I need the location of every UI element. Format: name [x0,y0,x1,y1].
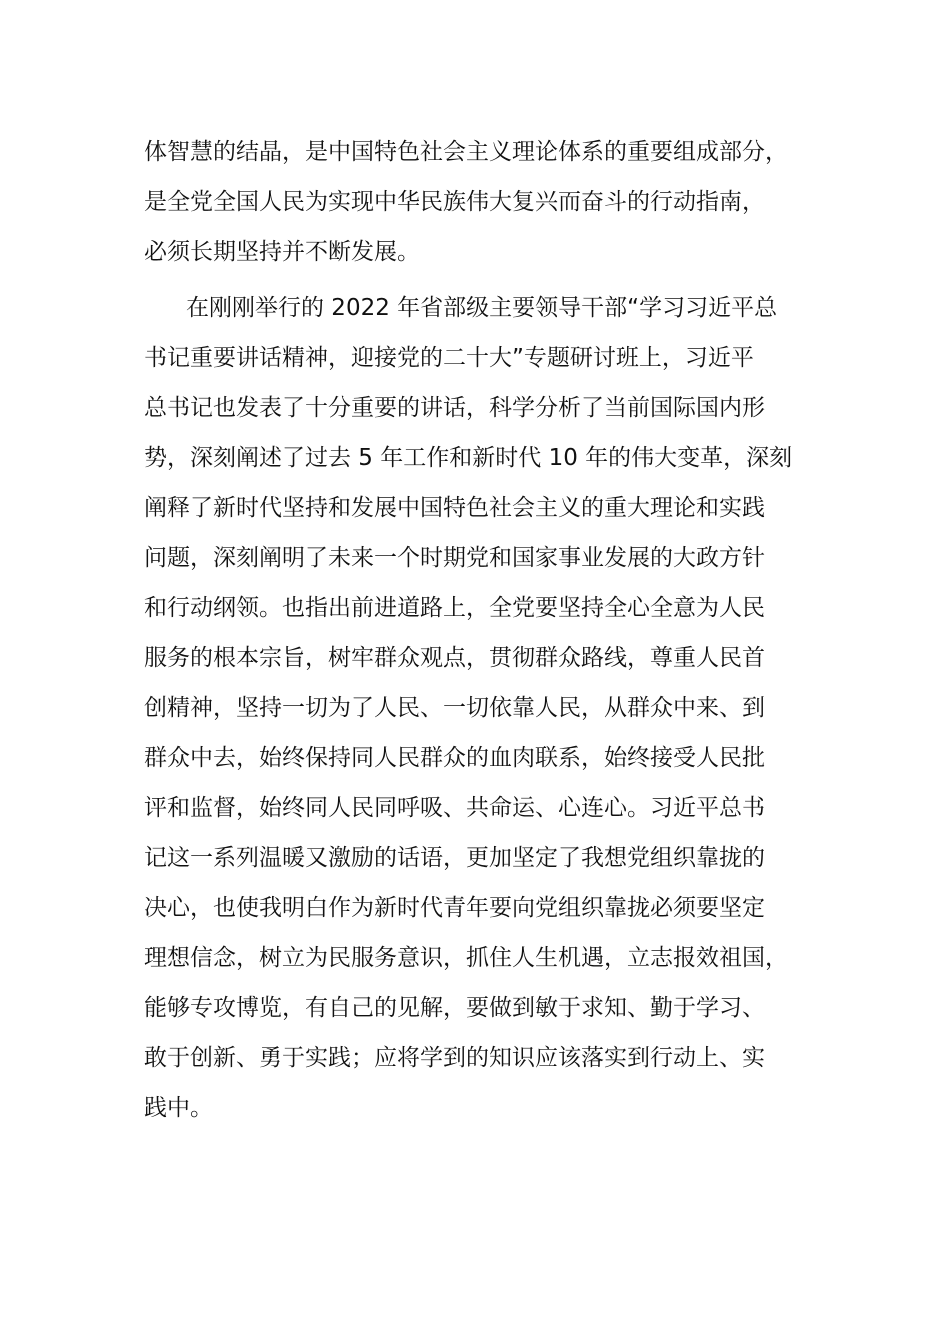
paragraph-line: 创精神，坚持一切为了人民、一切依靠人民，从群众中来、到 [144,695,765,721]
paragraph-1 [144,127,812,277]
paragraph-line: 书记重要讲话精神，迎接党的二十大”专题研讨班上，习近平 [144,345,754,371]
paragraph-line: 和行动纲领。也指出前进道路上，全党要坚持全心全意为人民 [144,595,765,621]
paragraph-line: 问题，深刻阐明了未来一个时期党和国家事业发展的大政方针 [144,545,765,571]
paragraph-line: 记这一系列温暖又激励的话语，更加坚定了我想党组织靠拢的 [144,845,765,871]
paragraph-line: 理想信念，树立为民服务意识，抓住人生机遇，立志报效祖国， [144,945,788,971]
paragraph-line: 总书记也发表了十分重要的讲话，科学分析了当前国际国内形 [144,395,765,421]
paragraph-line: 能够专攻博览，有自己的见解，要做到敏于求知、勤于学习、 [144,995,765,1021]
paragraph-line: 阐释了新时代坚持和发展中国特色社会主义的重大理论和实践 [144,495,765,521]
paragraph-line: 决心，也使我明白作为新时代青年要向党组织靠拢必须要坚定 [144,895,765,921]
paragraph-2 [144,283,812,1133]
paragraph-line: 践中。 [144,1095,213,1121]
paragraph-line: 在刚刚举行的 2022 年省部级主要领导干部“学习习近平总 [186,295,778,321]
paragraph-line: 敢于创新、勇于实践；应将学到的知识应该落实到行动上、实 [144,1045,765,1071]
paragraph-line: 势，深刻阐述了过去 5 年工作和新时代 10 年的伟大变革，深刻 [144,445,793,471]
paragraph-line: 必须长期坚持并不断发展。 [144,239,420,265]
paragraph-line: 体智慧的结晶，是中国特色社会主义理论体系的重要组成部分， [144,139,788,165]
paragraph-line: 是全党全国人民为实现中华民族伟大复兴而奋斗的行动指南， [144,189,765,215]
paragraph-line: 评和监督，始终同人民同呼吸、共命运、心连心。习近平总书 [144,795,765,821]
paragraph-line: 群众中去，始终保持同人民群众的血肉联系，始终接受人民批 [144,745,765,771]
paragraph-line: 服务的根本宗旨，树牢群众观点，贯彻群众路线，尊重人民首 [144,645,765,671]
